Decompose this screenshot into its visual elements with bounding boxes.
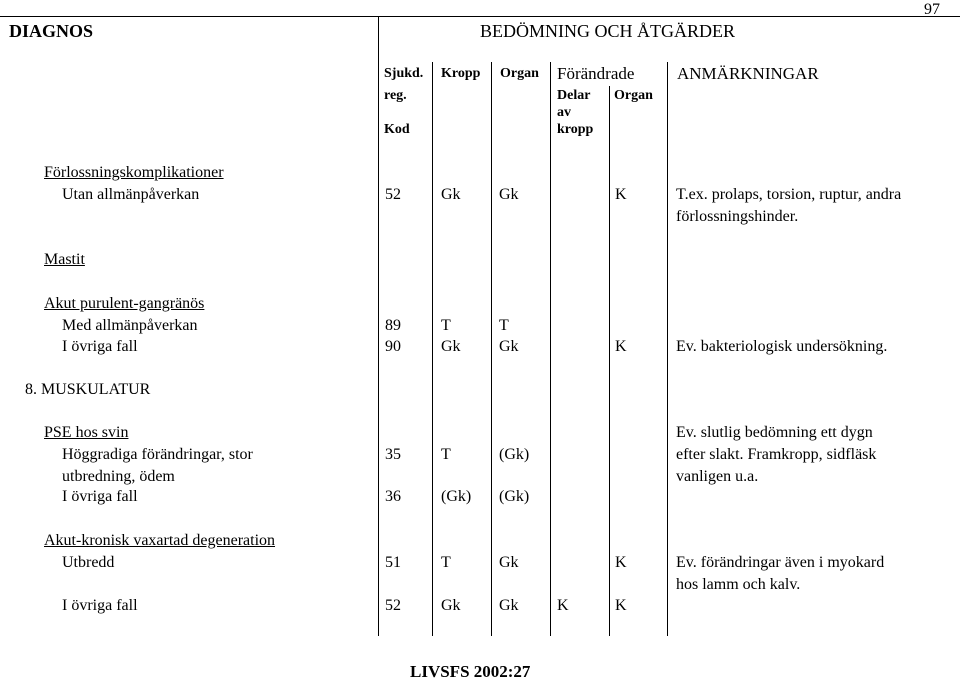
note: hos lamm och kalv. <box>676 576 801 593</box>
divider-delar <box>609 86 610 636</box>
col-delar-1: Delar <box>557 88 591 103</box>
cell-organ: (Gk) <box>499 488 530 505</box>
divider-diagnos <box>378 16 379 636</box>
note: Ev. förändringar även i myokard <box>676 554 885 571</box>
divider-forandrade <box>667 62 668 636</box>
cell-kod: 35 <box>385 446 401 463</box>
cell-kropp: Gk <box>441 186 461 203</box>
cell-organ: Gk <box>499 186 519 203</box>
cell-organ: Gk <box>499 338 519 355</box>
row-label: Höggradiga förändringar, stor <box>62 446 253 463</box>
row-label: Utbredd <box>62 554 115 571</box>
footer-livsfs: LIVSFS 2002:27 <box>410 662 531 681</box>
cell-kod: 90 <box>385 338 401 355</box>
col-organ-2: Organ <box>614 88 653 103</box>
note: efter slakt. Framkropp, sidfläsk <box>676 446 877 463</box>
divider-organ <box>550 62 551 636</box>
row-label: I övriga fall <box>62 597 138 614</box>
cell-kropp: T <box>441 317 451 334</box>
col-forandrade: Förändrade <box>557 64 635 83</box>
cell-forandrade-organ: K <box>615 554 627 571</box>
row-label: I övriga fall <box>62 488 138 505</box>
note: Ev. bakteriologisk undersökning. <box>676 338 888 355</box>
cell-kod: 51 <box>385 554 401 571</box>
col-anmarkningar: ANMÄRKNINGAR <box>677 64 819 83</box>
cell-organ: Gk <box>499 597 519 614</box>
col-sjukd-3: Kod <box>384 122 410 137</box>
divider-sjukd <box>432 62 433 636</box>
cell-forandrade-organ: K <box>615 597 627 614</box>
note: Ev. slutlig bedömning ett dygn <box>676 424 873 441</box>
col-organ: Organ <box>500 66 539 81</box>
cell-organ: (Gk) <box>499 446 530 463</box>
cell-kropp: T <box>441 446 451 463</box>
section-title-muskulatur: 8. MUSKULATUR <box>25 381 151 398</box>
cell-kod: 52 <box>385 597 401 614</box>
col-delar-2: av <box>557 105 571 120</box>
cell-organ: T <box>499 317 509 334</box>
col-kropp: Kropp <box>441 66 481 81</box>
cell-kod: 36 <box>385 488 401 505</box>
cell-forandrade-delar: K <box>557 597 569 614</box>
col-sjukd-1: Sjukd. <box>384 66 424 81</box>
cell-kropp: Gk <box>441 338 461 355</box>
col-delar-3: kropp <box>557 122 594 137</box>
row-label: utbredning, ödem <box>62 468 175 485</box>
row-label: I övriga fall <box>62 338 138 355</box>
subsection-title: PSE hos svin <box>44 424 129 441</box>
section-title-mastit: Mastit <box>44 251 85 268</box>
col-sjukd-2: reg. <box>384 88 407 103</box>
cell-organ: Gk <box>499 554 519 571</box>
row-label: Med allmänpåverkan <box>62 317 198 334</box>
divider-kropp <box>491 62 492 636</box>
note: vanligen u.a. <box>676 468 759 485</box>
subsection-title: Akut purulent-gangränös <box>44 295 205 312</box>
section-title-forloss: Förlossningskomplikationer <box>44 164 224 181</box>
cell-kropp: T <box>441 554 451 571</box>
note: förlossningshinder. <box>676 208 799 225</box>
cell-kod: 52 <box>385 186 401 203</box>
cell-kropp: (Gk) <box>441 488 472 505</box>
note: T.ex. prolaps, torsion, ruptur, andra <box>676 186 902 203</box>
cell-kod: 89 <box>385 317 401 334</box>
subsection-title: Akut-kronisk vaxartad degeneration <box>44 532 276 549</box>
cell-kropp: Gk <box>441 597 461 614</box>
row-label: Utan allmänpåverkan <box>62 186 200 203</box>
top-rule <box>0 16 960 17</box>
header-bedomning: BEDÖMNING OCH ÅTGÄRDER <box>480 21 735 41</box>
cell-forandrade-organ: K <box>615 338 627 355</box>
page-number: 97 <box>924 1 940 18</box>
header-diagnos: DIAGNOS <box>9 21 94 41</box>
cell-forandrade-organ: K <box>615 186 627 203</box>
